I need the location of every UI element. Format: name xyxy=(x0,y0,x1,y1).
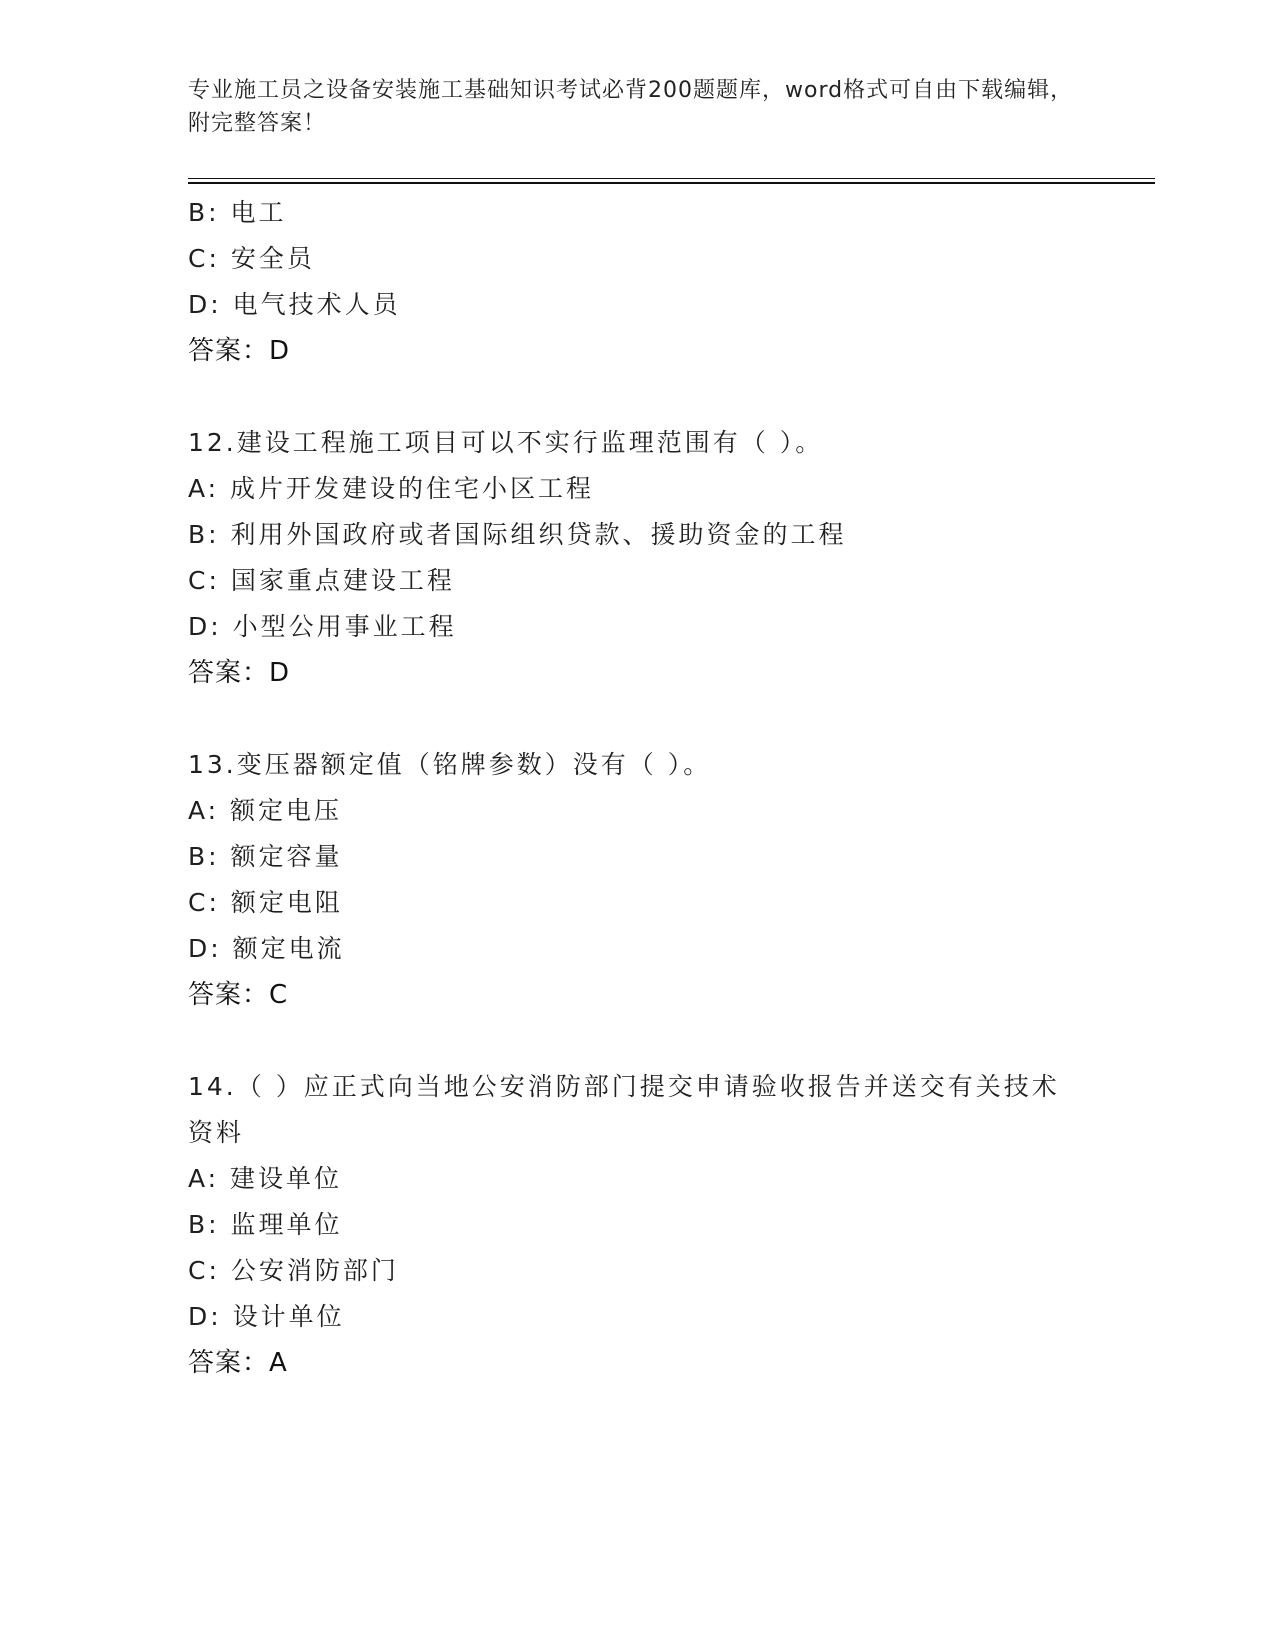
option-text: 电气技术人员 xyxy=(232,290,401,319)
option-letter: C: xyxy=(188,888,220,917)
option-letter: C: xyxy=(188,1256,220,1285)
option-text: 成片开发建设的住宅小区工程 xyxy=(230,474,595,503)
option-text: 额定电压 xyxy=(230,796,343,825)
question-title: 14.（ ）应正式向当地公安消防部门提交申请验收报告并送交有关技术资料 xyxy=(188,1072,1060,1147)
option-text: 额定电阻 xyxy=(230,888,343,917)
answer-label: 答案： xyxy=(188,980,270,1010)
option-b xyxy=(188,190,1088,236)
option-text: 公安消防部门 xyxy=(230,1256,399,1285)
document-header xyxy=(188,74,1088,140)
option-text: 利用外国政府或者国际组织贷款、援助资金的工程 xyxy=(230,520,847,549)
option-letter: D: xyxy=(188,934,222,963)
option-b xyxy=(188,1202,1088,1248)
answer-line xyxy=(188,972,1088,1018)
question-11-continued xyxy=(188,190,1088,374)
option-letter: B: xyxy=(188,842,220,871)
option-text: 国家重点建设工程 xyxy=(230,566,455,595)
option-d xyxy=(188,282,1088,328)
option-letter: B: xyxy=(188,520,220,549)
option-text: 监理单位 xyxy=(230,1210,343,1239)
option-d xyxy=(188,1294,1088,1340)
spacer xyxy=(188,696,1088,742)
question-12 xyxy=(188,420,1088,696)
option-letter: D: xyxy=(188,1302,222,1331)
option-c xyxy=(188,880,1088,926)
option-letter: A: xyxy=(188,474,220,503)
option-c xyxy=(188,558,1088,604)
option-text: 建设单位 xyxy=(230,1164,343,1193)
answer-value: C xyxy=(269,980,289,1010)
option-letter: C: xyxy=(188,566,220,595)
answer-label: 答案： xyxy=(188,1348,270,1378)
option-letter: D: xyxy=(188,612,222,641)
option-text: 额定容量 xyxy=(230,842,343,871)
header-divider-thick xyxy=(188,182,1155,184)
option-b xyxy=(188,512,1088,558)
option-c xyxy=(188,236,1088,282)
question-title: 12.建设工程施工项目可以不实行监理范围有（ ）。 xyxy=(188,428,824,457)
question-14 xyxy=(188,1064,1088,1386)
option-d xyxy=(188,926,1088,972)
spacer xyxy=(188,374,1088,420)
header-title: 专业施工员之设备安装施工基础知识考试必背200题题库，word格式可自由下载编辑，附完整答案！ xyxy=(188,78,1074,136)
option-letter: D: xyxy=(188,290,222,319)
spacer xyxy=(188,1018,1088,1064)
option-c xyxy=(188,1248,1088,1294)
answer-value: D xyxy=(269,658,291,688)
option-text: 电工 xyxy=(230,198,287,227)
answer-line xyxy=(188,650,1088,696)
option-letter: B: xyxy=(188,1210,220,1239)
answer-line xyxy=(188,328,1088,374)
question-list xyxy=(188,190,1088,1386)
option-text: 安全员 xyxy=(230,244,315,273)
option-text: 小型公用事业工程 xyxy=(232,612,457,641)
option-letter: B: xyxy=(188,198,220,227)
option-letter: C: xyxy=(188,244,220,273)
answer-value: D xyxy=(269,336,291,366)
option-b xyxy=(188,834,1088,880)
option-letter: A: xyxy=(188,796,220,825)
answer-value: A xyxy=(269,1348,288,1378)
option-text: 额定电流 xyxy=(232,934,345,963)
answer-label: 答案： xyxy=(188,658,270,688)
option-letter: A: xyxy=(188,1164,220,1193)
option-a xyxy=(188,1156,1088,1202)
answer-line xyxy=(188,1340,1088,1386)
option-text: 设计单位 xyxy=(232,1302,345,1331)
question-title: 13.变压器额定值（铭牌参数）没有（ ）。 xyxy=(188,750,712,779)
question-13 xyxy=(188,742,1088,1018)
option-a xyxy=(188,788,1088,834)
option-a xyxy=(188,466,1088,512)
answer-label: 答案： xyxy=(188,336,270,366)
header-divider-thin xyxy=(188,178,1155,179)
option-d xyxy=(188,604,1088,650)
